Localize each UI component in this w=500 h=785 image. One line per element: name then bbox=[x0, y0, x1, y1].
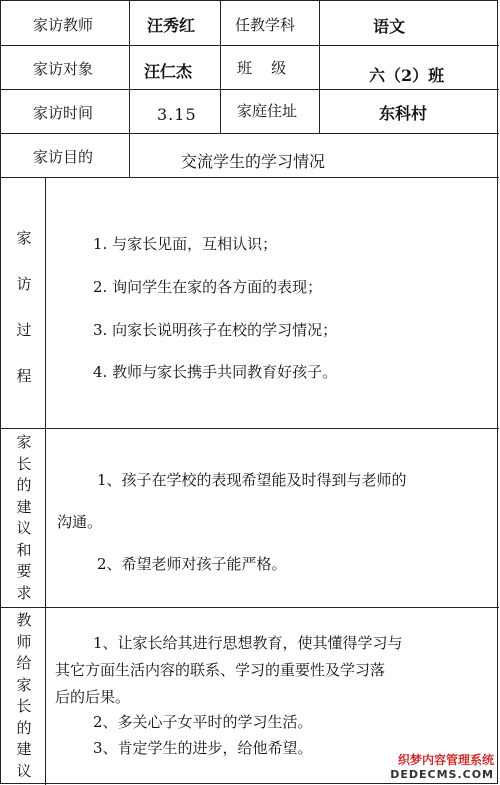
parent-suggestion-2: 2、希望老师对孩子能严格。 bbox=[97, 555, 287, 573]
process-item-4: 4. 教师与家长携手共同教育好孩子。 bbox=[93, 363, 338, 381]
label-char: 访 bbox=[16, 275, 32, 293]
label-subject: 任教学科 bbox=[235, 16, 296, 34]
label-char: 的 bbox=[16, 476, 32, 494]
label-char: 议 bbox=[16, 761, 32, 780]
label-char: 家 bbox=[16, 675, 32, 694]
label-visit-time: 家访时间 bbox=[33, 104, 94, 122]
label-char: 建 bbox=[16, 740, 32, 758]
value-visit-target: 汪仁杰 bbox=[144, 62, 193, 81]
label-parent-suggestions bbox=[13, 432, 35, 604]
watermark-sub-text: DEDECMS.COM bbox=[390, 768, 494, 781]
value-address: 东科村 bbox=[379, 104, 428, 123]
label-char: 议 bbox=[16, 519, 32, 537]
teacher-suggestion-3: 3、肯定学生的进步，给他希望。 bbox=[93, 739, 313, 757]
label-char: 教 bbox=[16, 611, 32, 629]
value-class: 六（2）班 bbox=[369, 66, 445, 85]
label-visit-purpose: 家访目的 bbox=[33, 148, 94, 166]
label-char: 家 bbox=[16, 433, 32, 451]
label-class: 班 级 bbox=[237, 59, 287, 77]
col-divider bbox=[45, 177, 46, 785]
label-char: 要 bbox=[16, 562, 32, 580]
label-address: 家庭住址 bbox=[237, 102, 298, 120]
col-divider bbox=[319, 1, 320, 133]
label-char: 给 bbox=[16, 654, 32, 672]
label-char: 程 bbox=[16, 367, 32, 385]
label-visit-teacher: 家访教师 bbox=[33, 16, 94, 34]
teacher-suggestion-1: 1、让家长给其进行思想教育，使其懂得学习与 bbox=[93, 634, 403, 652]
value-visit-time: 3.15 bbox=[157, 105, 197, 124]
teacher-suggestion-2: 2、多关心子女平时的学习生活。 bbox=[93, 713, 313, 731]
row-divider bbox=[1, 428, 499, 429]
value-subject: 语文 bbox=[373, 17, 406, 36]
process-item-3: 3. 向家长说明孩子在校的学习情况； bbox=[93, 321, 338, 339]
label-char: 师 bbox=[16, 632, 32, 651]
col-divider bbox=[129, 1, 130, 177]
watermark-main-text: 织梦内容管理系统 bbox=[397, 753, 494, 767]
value-visit-purpose: 交流学生的学习情况 bbox=[181, 152, 326, 171]
label-char: 求 bbox=[16, 583, 32, 602]
row-divider bbox=[1, 177, 499, 178]
process-item-1: 1. 与家长见面，互相认识； bbox=[93, 235, 278, 253]
parent-suggestion-1-cont: 沟通。 bbox=[57, 513, 103, 531]
row-divider bbox=[1, 45, 499, 46]
row-divider bbox=[1, 89, 499, 90]
row-divider bbox=[1, 607, 499, 608]
row-divider bbox=[1, 133, 499, 134]
label-char: 和 bbox=[16, 540, 32, 559]
value-visit-teacher: 汪秀红 bbox=[147, 16, 196, 35]
label-char: 建 bbox=[16, 497, 32, 516]
label-teacher-suggestions bbox=[13, 610, 35, 782]
label-char: 长 bbox=[16, 454, 32, 473]
label-visit-process bbox=[13, 227, 35, 411]
process-item-2: 2. 询问学生在家的各方面的表现； bbox=[93, 278, 323, 296]
parent-suggestion-1: 1、孩子在学校的表现希望能及时得到与老师的 bbox=[97, 471, 407, 489]
label-char: 过 bbox=[16, 321, 32, 339]
teacher-suggestion-1-cont-b: 后的后果。 bbox=[55, 688, 131, 706]
label-visit-target: 家访对象 bbox=[33, 60, 94, 78]
col-divider bbox=[220, 1, 221, 133]
label-char: 长 bbox=[16, 697, 32, 715]
label-char: 家 bbox=[16, 229, 32, 247]
site-watermark bbox=[390, 751, 494, 781]
label-char: 的 bbox=[16, 718, 32, 737]
teacher-suggestion-1-cont-a: 其它方面生活内容的联系、学习的重要性及学习落 bbox=[55, 661, 386, 679]
